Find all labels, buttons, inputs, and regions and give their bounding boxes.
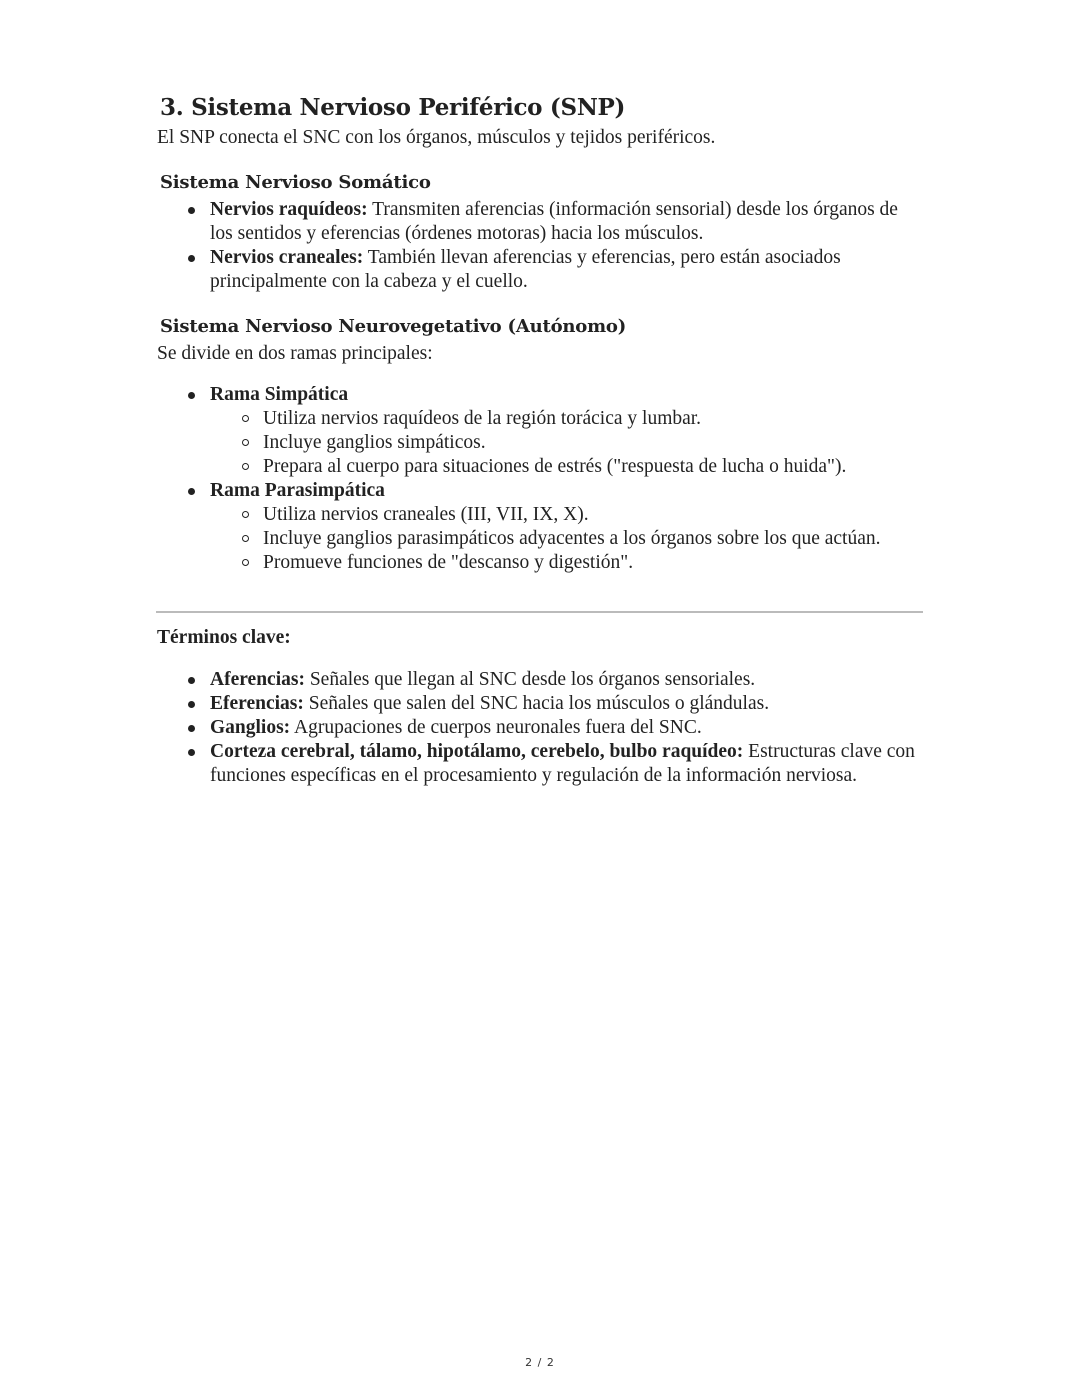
key-terms-list (157, 668, 917, 788)
list-item: Promueve funciones de "descanso y digestión". (157, 551, 897, 575)
list-item: Nervios craneales: También llevan aferencias y eferencias, pero están asociados principalmente con la cabeza y el cuello. (157, 246, 917, 294)
autonomic-branches (157, 383, 897, 575)
somatic-list (157, 198, 917, 294)
branch-sympathetic: Rama Simpática (157, 383, 897, 407)
autonomic-intro: Se divide en dos ramas principales: (157, 343, 433, 364)
intro-paragraph: El SNP conecta el SNC con los órganos, músculos y tejidos periféricos. (157, 127, 716, 148)
section-title: 3. Sistema Nervioso Periférico (SNP) (160, 94, 626, 121)
list-item: Eferencias: Señales que salen del SNC hacia los músculos o glándulas. (157, 692, 917, 716)
list-item: Nervios raquídeos: Transmiten aferencias (información sensorial) desde los órganos de los sentidos y eferencias (órdenes motoras) hacia los músculos. (157, 198, 917, 246)
somatic-heading: Sistema Nervioso Somático (160, 172, 431, 193)
list-item: Utiliza nervios raquídeos de la región torácica y lumbar. (157, 407, 897, 431)
key-terms-heading: Términos clave: (157, 627, 291, 648)
page-number: 2 / 2 (525, 1356, 555, 1369)
branch-parasympathetic: Rama Parasimpática (157, 479, 897, 503)
list-item: Incluye ganglios parasimpáticos adyacentes a los órganos sobre los que actúan. (157, 527, 897, 551)
list-item: Utiliza nervios craneales (III, VII, IX, X). (157, 503, 897, 527)
list-item: Prepara al cuerpo para situaciones de estrés ("respuesta de lucha o huida"). (157, 455, 897, 479)
list-item: Ganglios: Agrupaciones de cuerpos neuronales fuera del SNC. (157, 716, 917, 740)
list-item: Incluye ganglios simpáticos. (157, 431, 897, 455)
divider (156, 611, 923, 613)
list-item: Corteza cerebral, tálamo, hipotálamo, cerebelo, bulbo raquídeo: Estructuras clave con funciones específicas en el procesamiento y regulación de la información nerviosa. (157, 740, 917, 788)
autonomic-heading: Sistema Nervioso Neurovegetativo (Autónomo) (160, 316, 627, 337)
list-item: Aferencias: Señales que llegan al SNC desde los órganos sensoriales. (157, 668, 917, 692)
